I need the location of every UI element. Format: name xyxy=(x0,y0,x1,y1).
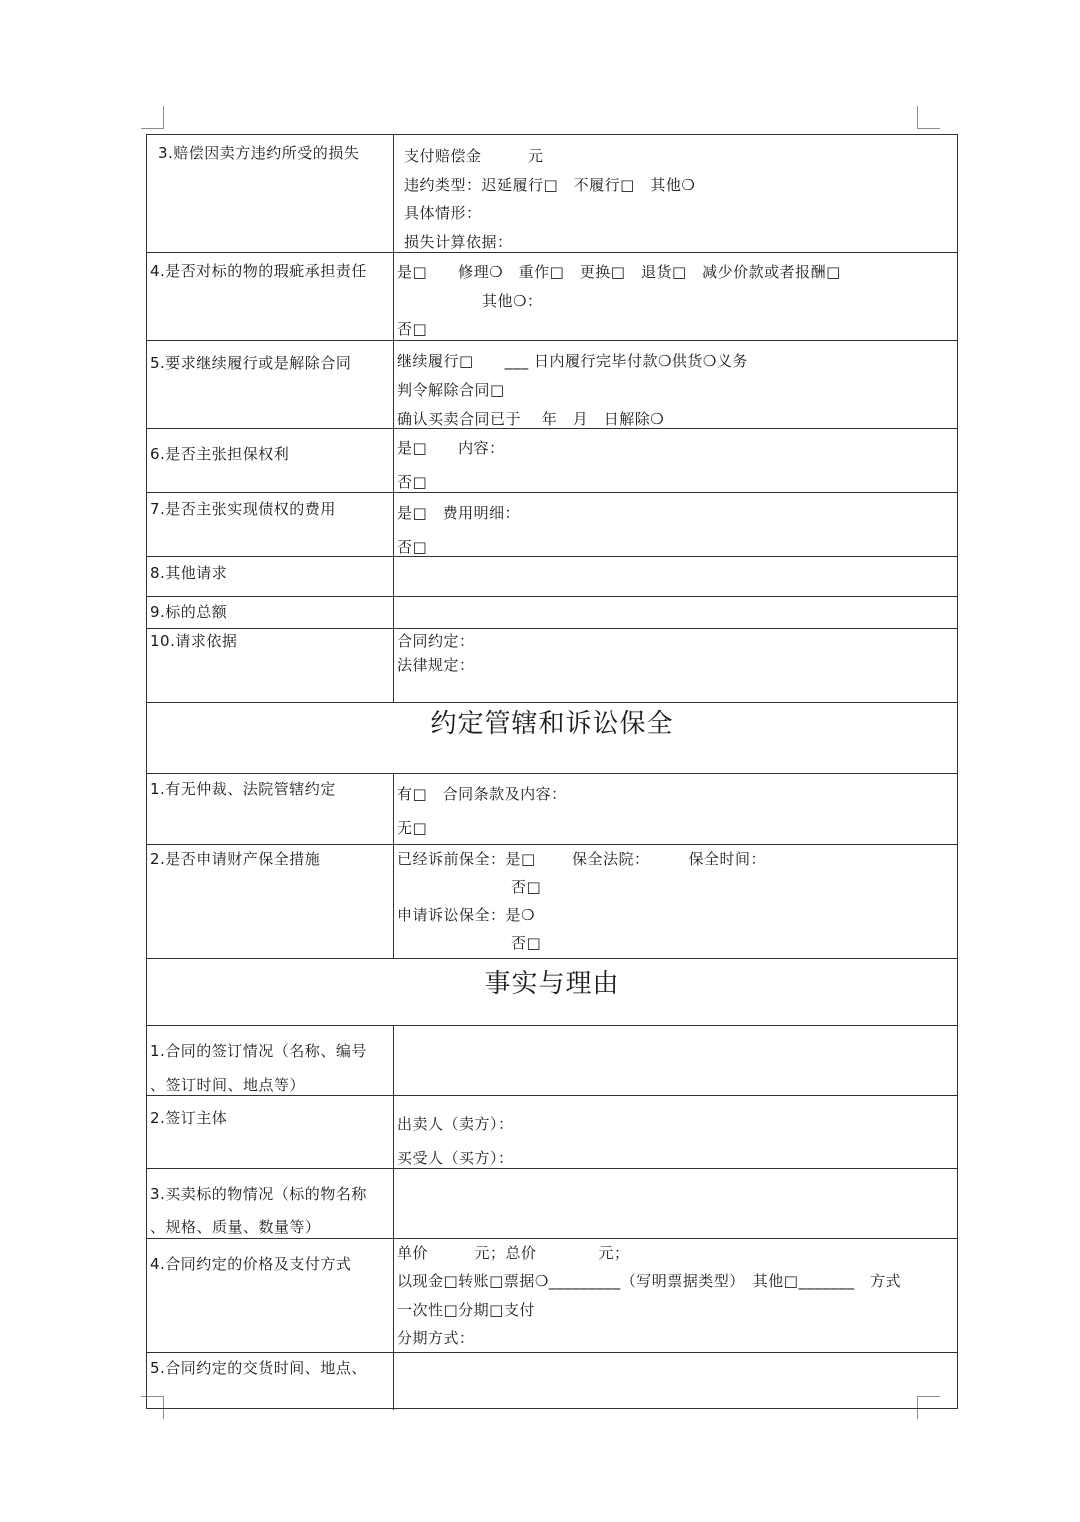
table-row-signing-parties xyxy=(147,1096,957,1169)
table-row-arbitration-agreement xyxy=(147,774,957,845)
row-line: 是□ 修理❍ 重作□ 更换□ 退货□ 减少价款或者报酬□ xyxy=(397,263,841,281)
table-row-delivery xyxy=(147,1353,957,1410)
table-row-claim-basis xyxy=(147,629,957,703)
row-line: 分期方式： xyxy=(397,1329,475,1347)
row-line: 一次性□分期□支付 xyxy=(397,1301,535,1319)
row-label: 3.买卖标的物情况（标的物名称 xyxy=(150,1185,367,1203)
section-title: 约定管辖和诉讼保全 xyxy=(430,709,674,739)
row-line: 法律规定： xyxy=(397,656,475,674)
row-line: 具体情形： xyxy=(404,204,482,222)
row-line: 已经诉前保全：是□ 保全法院： 保全时间： xyxy=(397,850,766,868)
row-line: 合同约定： xyxy=(397,632,475,650)
crop-mark-top-left xyxy=(141,106,164,129)
row-line: 其他❍： xyxy=(482,292,543,310)
row-label: 5.要求继续履行或是解除合同 xyxy=(150,354,352,372)
table-row-compensation xyxy=(147,135,957,253)
row-label: 7.是否主张实现债权的费用 xyxy=(150,500,336,518)
table-row-goods-info xyxy=(147,1169,957,1239)
row-line: 否□ xyxy=(511,934,542,952)
section-header-facts xyxy=(147,959,957,1026)
row-line: 确认买卖合同已于 年 月 日解除❍ xyxy=(397,410,665,428)
row-label: 1.合同的签订情况（名称、编号 xyxy=(150,1042,367,1060)
table-row-continue-or-rescind xyxy=(147,341,957,429)
row-line: 无□ xyxy=(397,819,428,837)
table-row-total-amount xyxy=(147,597,957,629)
row-label: 4.合同约定的价格及支付方式 xyxy=(150,1255,352,1273)
row-label: 1.有无仲裁、法院管辖约定 xyxy=(150,780,336,798)
table-row-price-payment xyxy=(147,1239,957,1353)
table-row-defect-liability xyxy=(147,253,957,341)
table-row-property-preservation xyxy=(147,845,957,959)
table-row-contract-signing xyxy=(147,1026,957,1096)
row-line: 继续履行□ ___ 日内履行完毕付款❍供货❍义务 xyxy=(397,352,748,370)
row-line: 否□ xyxy=(397,320,428,338)
row-line: 否□ xyxy=(397,473,428,491)
crop-mark-top-right xyxy=(917,106,940,129)
section-title: 事实与理由 xyxy=(484,969,620,999)
row-line: 支付赔偿金 元 xyxy=(404,147,544,165)
row-label: 3.赔偿因卖方违约所受的损失 xyxy=(158,144,360,162)
row-line: 损失计算依据： xyxy=(404,233,513,251)
row-line: 否□ xyxy=(397,538,428,556)
row-line: 单价 元；总价 元； xyxy=(397,1244,630,1262)
row-line: 买受人（买方）： xyxy=(397,1149,514,1167)
row-label: 4.是否对标的物的瑕疵承担责任 xyxy=(150,262,367,280)
row-label: 8.其他请求 xyxy=(150,564,228,582)
row-line: 是□ 费用明细： xyxy=(397,504,521,522)
row-label: 2.是否申请财产保全措施 xyxy=(150,850,321,868)
row-label: 、签订时间、地点等） xyxy=(150,1076,306,1094)
complaint-form-table xyxy=(146,134,958,1409)
row-label: 6.是否主张担保权利 xyxy=(150,445,290,463)
table-row-other-requests xyxy=(147,557,957,597)
row-line: 有□ 合同条款及内容： xyxy=(397,785,567,803)
row-line: 违约类型：迟延履行□ 不履行□ 其他❍ xyxy=(404,176,696,194)
row-line: 否□ xyxy=(511,878,542,896)
row-line: 是□ 内容： xyxy=(397,439,505,457)
table-row-guarantee-rights xyxy=(147,429,957,493)
section-header-jurisdiction xyxy=(147,703,957,774)
row-label: 、规格、质量、数量等） xyxy=(150,1218,321,1236)
row-line: 以现金□转账□票据❍_________（写明票据类型） 其他□_______ 方式 xyxy=(397,1272,901,1290)
row-line: 申请诉讼保全：是❍ xyxy=(397,906,535,924)
row-line: 出卖人（卖方）： xyxy=(397,1115,514,1133)
row-label: 9.标的总额 xyxy=(150,603,228,621)
table-row-creditor-costs xyxy=(147,493,957,557)
row-label: 5.合同约定的交货时间、地点、 xyxy=(150,1359,367,1377)
row-label: 2.签订主体 xyxy=(150,1109,228,1127)
row-line: 判令解除合同□ xyxy=(397,381,505,399)
row-label: 10.请求依据 xyxy=(150,632,238,650)
